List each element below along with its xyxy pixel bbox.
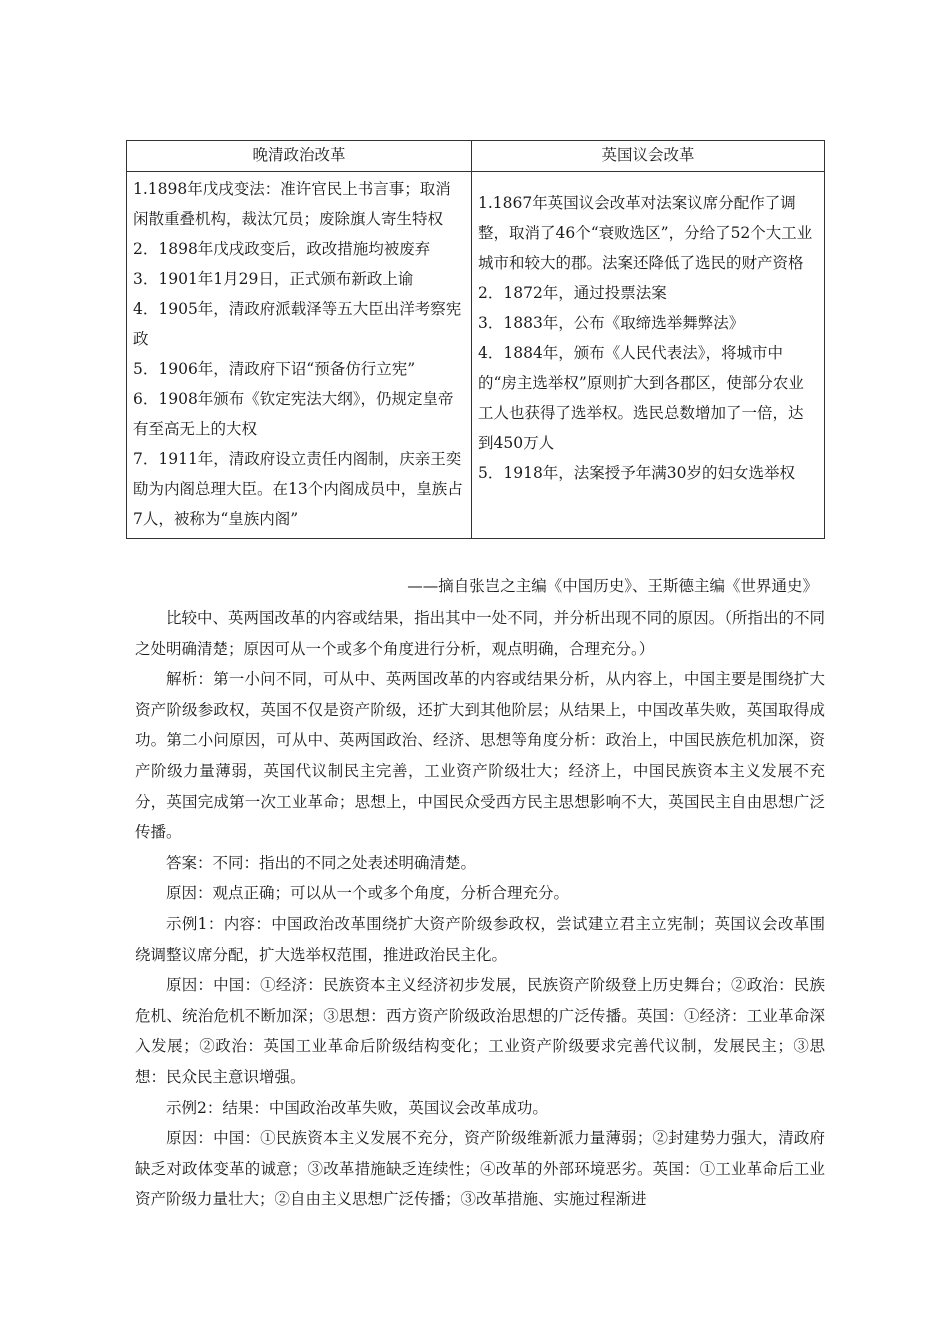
example-1-paragraph: 示例1：内容：中国政治改革围绕扩大资产阶级参政权，尝试建立君主立宪制；英国议会改革围绕调整议席分配，扩大选举权范围，推进政治民主化。 bbox=[135, 914, 825, 964]
list-item: 6．1908年颁布《钦定宪法大纲》，仍规定皇帝有至高无上的大权 bbox=[133, 390, 454, 438]
list-item: 5．1918年，法案授予年满30岁的妇女选举权 bbox=[478, 464, 796, 482]
table-body-row bbox=[127, 172, 825, 539]
reason-paragraph: 原因：观点正确；可以从一个或多个角度，分析合理充分。 bbox=[166, 884, 570, 903]
british-reform-cell bbox=[472, 172, 825, 539]
table-header-row bbox=[127, 141, 825, 172]
comparison-table bbox=[126, 140, 825, 539]
header-late-qing-reform: 晚清政治改革 bbox=[127, 141, 472, 172]
analysis-paragraph: 解析：第一小问不同，可从中、英两国改革的内容或结果分析，从内容上，中国主要是围绕扩大资产阶级参政权，英国不仅是资产阶级，还扩大到其他阶层；从结果上，中国改革失败，英国取得成功。第二小问原因，可从中、英两国政治、经济、思想等角度分析：政治上，中国民族危机加深，资产阶级力量薄弱，英国代议制民主完善，工业资产阶级壮大；经济上，中国民族资本主义发展不充分，英国完成第一次工业革命；思想上，中国民众受西方民主思想影响不大，英国民主自由思想广泛传播。 bbox=[135, 670, 825, 842]
list-item: 4．1884年，颁布《人民代表法》，将城市中的“房主选举权”原则扩大到各郡区，使部分农业工人也获得了选举权。选民总数增加了一倍，达到450万人 bbox=[478, 344, 804, 452]
answer-paragraph: 答案：不同：指出的不同之处表述明确清楚。 bbox=[166, 853, 477, 872]
list-item: 1.1867年英国议会改革对法案议席分配作了调整，取消了46个“衰败选区”，分给了52个大工业城市和较大的郡。法案还降低了选民的财产资格 bbox=[478, 194, 813, 272]
question-paragraph: 比较中、英两国改革的内容或结果，指出其中一处不同，并分析出现不同的原因。（所指出的不同之处明确清楚；原因可从一个或多个角度进行分析，观点明确，合理充分。） bbox=[135, 609, 825, 658]
list-item: 3．1883年，公布《取缔选举舞弊法》 bbox=[478, 314, 745, 332]
late-qing-reform-cell bbox=[127, 172, 472, 539]
header-british-parliament-reform: 英国议会改革 bbox=[472, 141, 825, 172]
answer-body bbox=[135, 603, 825, 1215]
list-item: 4．1905年，清政府派载泽等五大臣出洋考察宪政 bbox=[133, 300, 462, 348]
list-item: 2．1898年戊戌政变后，政改措施均被废弃 bbox=[133, 240, 431, 258]
list-item: 7．1911年，清政府设立责任内阁制，庆亲王奕劻为内阁总理大臣。在13个内阁成员中，皇族占7人，被称为“皇族内阁” bbox=[133, 450, 463, 528]
source-citation: ——摘自张岂之主编《中国历史》、王斯德主编《世界通史》 bbox=[407, 577, 818, 595]
example-2-paragraph: 示例2：结果：中国政治改革失败，英国议会改革成功。 bbox=[166, 1098, 548, 1117]
list-item: 2．1872年，通过投票法案 bbox=[478, 284, 667, 302]
example-1-reason-paragraph: 原因：中国：①经济：民族资本主义经济初步发展，民族资产阶级登上历史舞台；②政治：民族危机、统治危机不断加深；③思想：西方资产阶级政治思想的广泛传播。英国：①经济：工业革命深入发展；②政治：英国工业革命后阶级结构变化；工业资产阶级要求完善代议制，发展民主；③思想：民众民主意识增强。 bbox=[135, 976, 825, 1086]
list-item: 3．1901年1月29日，正式颁布新政上谕 bbox=[133, 270, 414, 288]
list-item: 1.1898年戊戌变法：准许官民上书言事；取消闲散重叠机构，裁汰冗员；废除旗人寄生特权 bbox=[133, 180, 451, 228]
example-2-reason-paragraph: 原因：中国：①民族资本主义发展不充分，资产阶级维新派力量薄弱；②封建势力强大，清政府缺乏对政体变革的诚意；③改革措施缺乏连续性；④改革的外部环境恶劣。英国：①工业革命后工业资产阶级力量壮大；②自由主义思想广泛传播；③改革措施、实施过程渐进 bbox=[135, 1129, 825, 1209]
list-item: 5．1906年，清政府下诏“预备仿行立宪” bbox=[133, 360, 416, 378]
